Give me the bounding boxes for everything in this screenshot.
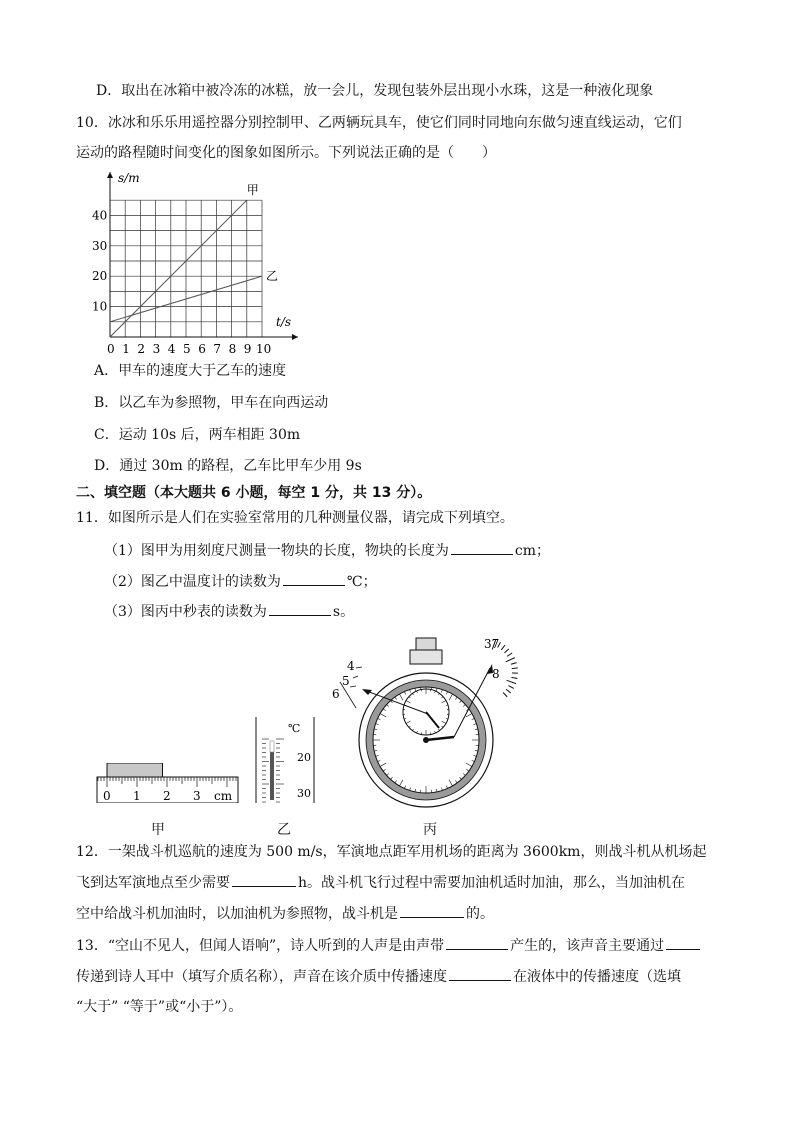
- section-heading: 二、填空题（本大题共 6 小题，每空 1 分，共 13 分）。: [76, 485, 432, 501]
- right-scale-8: 8: [492, 667, 500, 681]
- ruler-tick-label: 0: [103, 789, 111, 803]
- y-tick-label: 10: [92, 299, 108, 314]
- right-scale-37: 37: [484, 637, 500, 651]
- q13-blank3[interactable]: [449, 966, 511, 981]
- q11-part3-text: （3）图丙中秒表的读数为: [104, 604, 267, 620]
- x-tick-label: 0: [107, 342, 115, 356]
- caption-yi: 乙: [277, 822, 291, 838]
- q10-option-a: A．甲车的速度大于乙车的速度: [94, 363, 287, 379]
- q10-stem-line2: 运动的路程随时间变化的图象如图所示。下列说法正确的是（ ）: [76, 145, 496, 161]
- q13-line3: “大于” “等于”或“小于”）。: [76, 999, 243, 1015]
- q11-part2: [104, 571, 377, 592]
- q12-line2-text: 飞到达军演地点至少需要: [76, 875, 230, 891]
- q13-line2: [76, 966, 681, 987]
- thermometer-figure: [250, 717, 320, 807]
- y-tick-label: 20: [92, 269, 108, 284]
- ruler-tick-label: 1: [133, 789, 141, 803]
- q12-line2-rest: h。战斗机飞行过程中需要加油机适时加油，那么，当加油机在: [298, 875, 686, 891]
- x-tick-label: 2: [137, 342, 146, 356]
- q12-line1: 12．一架战斗机巡航的速度为 500 m/s，军演地点距军用机场的距离为 3600km，则战斗机从机场起: [76, 844, 707, 860]
- ruler-figure: [94, 763, 244, 803]
- q10-option-c: C．运动 10s 后，两车相距 30m: [94, 427, 301, 443]
- x-tick-label: 4: [167, 342, 176, 356]
- q13-line1-text: 13．“空山不见人，但闻人语响”，诗人听到的人声是由声带: [76, 938, 445, 954]
- x-tick-label: 7: [213, 342, 222, 356]
- q11-part1-unit: cm；: [514, 543, 551, 559]
- left-scale-4: 4: [347, 659, 355, 673]
- left-scale-6: 6: [332, 687, 340, 701]
- ruler-tick-label: 2: [163, 789, 171, 803]
- q11-stem: 11．如图所示是人们在实验室常用的几种测量仪器，请完成下列填空。: [76, 510, 514, 526]
- q11-blank1[interactable]: [451, 540, 513, 555]
- x-tick-label: 9: [243, 342, 252, 356]
- ruler-tick-label: 3: [193, 789, 201, 803]
- y-tick-label: 40: [92, 208, 108, 223]
- thermo-label-30: 30: [297, 787, 311, 800]
- q11-blank2[interactable]: [283, 571, 345, 586]
- q11-part2-text: （2）图乙中温度计的读数为: [104, 574, 281, 590]
- st-graph: [86, 168, 306, 358]
- ruler-unit: cm: [214, 789, 233, 803]
- q11-part3-unit: s。: [332, 604, 355, 620]
- x-tick-label: 5: [183, 342, 191, 356]
- q11-part2-unit: ℃；: [346, 574, 377, 590]
- x-tick-label: 6: [198, 342, 206, 356]
- q12-blank2[interactable]: [400, 903, 464, 918]
- left-scale-5: 5: [342, 674, 350, 688]
- q12-line2: [76, 872, 685, 893]
- q11-part1: [104, 540, 550, 561]
- q10-option-b: B．以乙车为参照物，甲车在向西运动: [94, 395, 329, 411]
- x-tick-label: 8: [228, 342, 237, 356]
- mercury-column: [270, 752, 274, 800]
- q13-line1-rest: 产生的，该声音主要通过: [510, 938, 665, 954]
- series-label: 乙: [266, 269, 279, 284]
- stopwatch-crown: [416, 638, 436, 650]
- caption-bing: 丙: [423, 822, 437, 838]
- thermo-unit: ℃: [288, 722, 301, 735]
- measured-block: [107, 763, 163, 777]
- q13-blank1[interactable]: [446, 935, 508, 950]
- q12-line3-rest: 的。: [466, 906, 494, 922]
- q12-blank1[interactable]: [232, 872, 296, 887]
- q10-stem-line1: 10．冰冰和乐乐用遥控器分别控制甲、乙两辆玩具车，使它们同时同地向东做匀速直线运动，它们: [76, 115, 682, 131]
- series-line-jia: [110, 200, 247, 337]
- y-axis-label: s/m: [118, 171, 140, 185]
- series-label: 甲: [246, 183, 259, 198]
- q9-option-d: D．取出在冰箱中被冷冻的冰糕，放一会儿，发现包装外层出现小水珠，这是一种液化现象: [96, 83, 654, 99]
- caption-jia: 甲: [151, 822, 165, 838]
- q13-blank2[interactable]: [666, 935, 700, 950]
- thermo-label-20: 20: [297, 751, 311, 764]
- stopwatch-figure: [318, 632, 538, 812]
- q12-line3-text: 空中给战斗机加油时，以加油机为参照物，战斗机是: [76, 906, 398, 922]
- q11-part1-text: （1）图甲为用刻度尺测量一物块的长度，物块的长度为: [104, 543, 449, 559]
- y-tick-label: 30: [92, 238, 108, 253]
- q13-line2-text: 传递到诗人耳中（填写介质名称），声音在该介质中传播速度: [76, 969, 447, 985]
- graph-grid: [110, 200, 262, 337]
- x-axis-label: t/s: [276, 315, 292, 329]
- x-tick-label: 10: [256, 342, 272, 356]
- q13-line2-rest: 在液体中的传播速度（选填: [513, 969, 681, 985]
- q12-line3: [76, 903, 494, 924]
- q10-option-d: D．通过 30m 的路程，乙车比甲车少用 9s: [94, 458, 362, 474]
- q13-line1: [76, 935, 702, 956]
- q11-blank3[interactable]: [269, 601, 331, 616]
- x-tick-label: 1: [122, 342, 130, 356]
- x-tick-label: 3: [152, 342, 161, 356]
- q11-part3: [104, 601, 354, 622]
